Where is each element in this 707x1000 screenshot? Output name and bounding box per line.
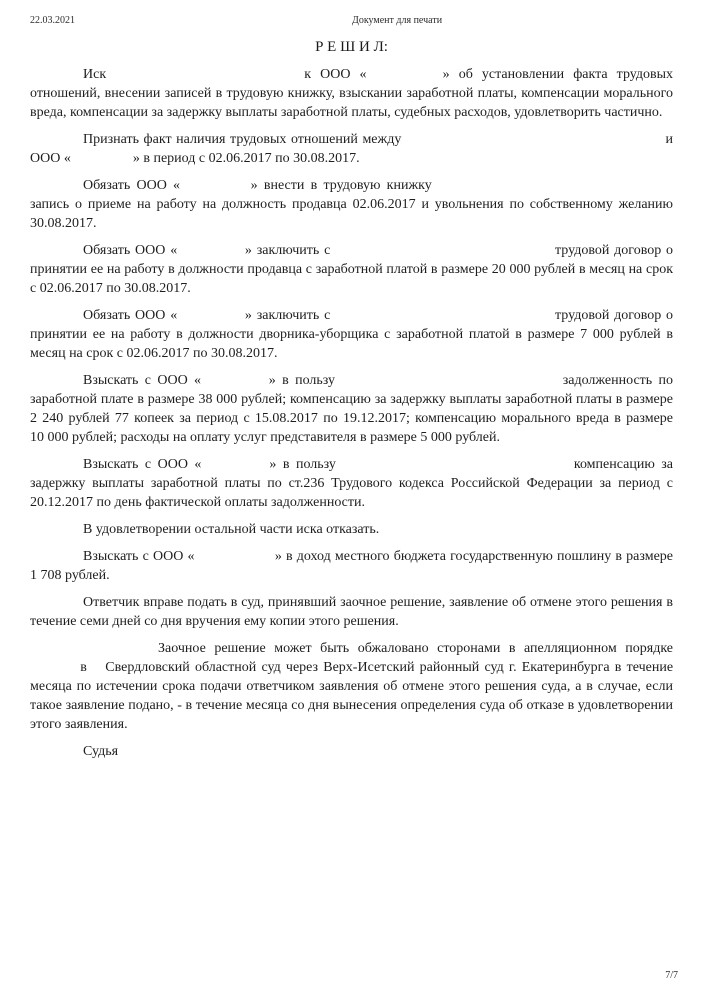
document-body [30, 65, 673, 761]
paragraph-workbook-entry: Обязать ООО « » внести в трудовую книжку запись о приеме на работу на должность продавца 02.06.2017 и увольнения по собственному желанию 30.08.2017. [30, 178, 673, 231]
redacted-gap [182, 253, 240, 254]
paragraph-recognize-employment: Признать факт наличия трудовых отношений между и ООО « » в период с 02.06.2017 по 30.08.2017. [30, 132, 674, 166]
paragraph-recover-debt: Взыскать с ООО « » в пользу задолженность по заработной плате в размере 38 000 рублей; компенсацию за задержку выплаты заработной платы в размере 2 240 рублей 77 копеек за период с 15.08.2017 по 19.12.2017; компенсацию морального вреда в размере 10 000 рублей; расходы на оплату услуг представителя в размере 5 000 рублей. [30, 373, 674, 445]
redacted-gap [406, 142, 661, 143]
print-title: Документ для печати [352, 15, 443, 26]
redacted-gap [186, 188, 244, 189]
paragraph-recover-compensation: Взыскать с ООО « » в пользу компенсацию за задержку выплаты заработной платы по ст.236 Трудового кодекса Российской Федерации за период с 20.12.2017 по день фактической оплаты задолженности. [30, 457, 674, 510]
paragraph-state-duty: Взыскать с ООО « » в доход местного бюджета государственную пошлину в размере 1 708 рублей. [30, 549, 674, 583]
redacted-gap [335, 318, 550, 319]
redacted-gap [342, 467, 567, 468]
paragraph-contract-cleaner: Обязать ООО « » заключить с трудовой договор о принятии ее на работу в должности дворника-уборщика с заработной платой в размере 7 000 рублей в месяц на срок с 02.06.2017 по 30.08.2017. [30, 308, 674, 361]
redacted-gap [335, 253, 550, 254]
redacted-gap [115, 77, 295, 78]
paragraph-claim-partially-satisfied: Иск к ООО « » об установлении факта трудовых отношений, внесении записей в трудовую книжку, взыскании заработной платы, компенсации морального вреда, компенсации за задержку выплаты заработной платы, судебных расходов, удовлетворить частично. [30, 67, 674, 120]
redacted-gap [92, 670, 100, 671]
redacted-gap [208, 467, 263, 468]
signature-judge: Судья [83, 744, 119, 759]
redacted-gap [182, 318, 240, 319]
resolution-heading: Р Е Ш И Л: [315, 39, 388, 55]
print-date: 22.03.2021 [30, 15, 75, 26]
redacted-gap [376, 77, 434, 78]
paragraph-refuse-rest: В удовлетворении остальной части иска отказать. [83, 522, 380, 537]
redacted-gap [207, 383, 262, 384]
redacted-gap [341, 383, 556, 384]
paragraph-appeal-procedure: Заочное решение может быть обжаловано сторонами в апелляционном порядке в Свердловский областной суд через Верх-Исетский районный суд г. Екатеринбурга в течение месяца по истечении срока подачи ответчиком заявления об отмене этого решения суда, а в случае, если такое заявление подано, - в течение месяца со дня вынесения определения суда об отказе в удовлетворении этого заявления. [30, 641, 674, 732]
page-number: 7/7 [665, 970, 678, 981]
paragraph-contract-seller: Обязать ООО « » заключить с трудовой договор о принятии ее на работу в должности продавца с заработной платой в размере 20 000 рублей в месяц на срок с 02.06.2017 по 30.08.2017. [30, 243, 674, 296]
redacted-gap [199, 559, 271, 560]
redacted-gap [74, 161, 129, 162]
print-header [30, 14, 673, 27]
paragraph-defendant-right: Ответчик вправе подать в суд, принявший заочное решение, заявление об отмене этого решения в течение семи дней со дня вручения ему копии этого решения. [30, 595, 673, 629]
redacted-gap [438, 188, 673, 189]
redacted-gap [30, 670, 75, 671]
